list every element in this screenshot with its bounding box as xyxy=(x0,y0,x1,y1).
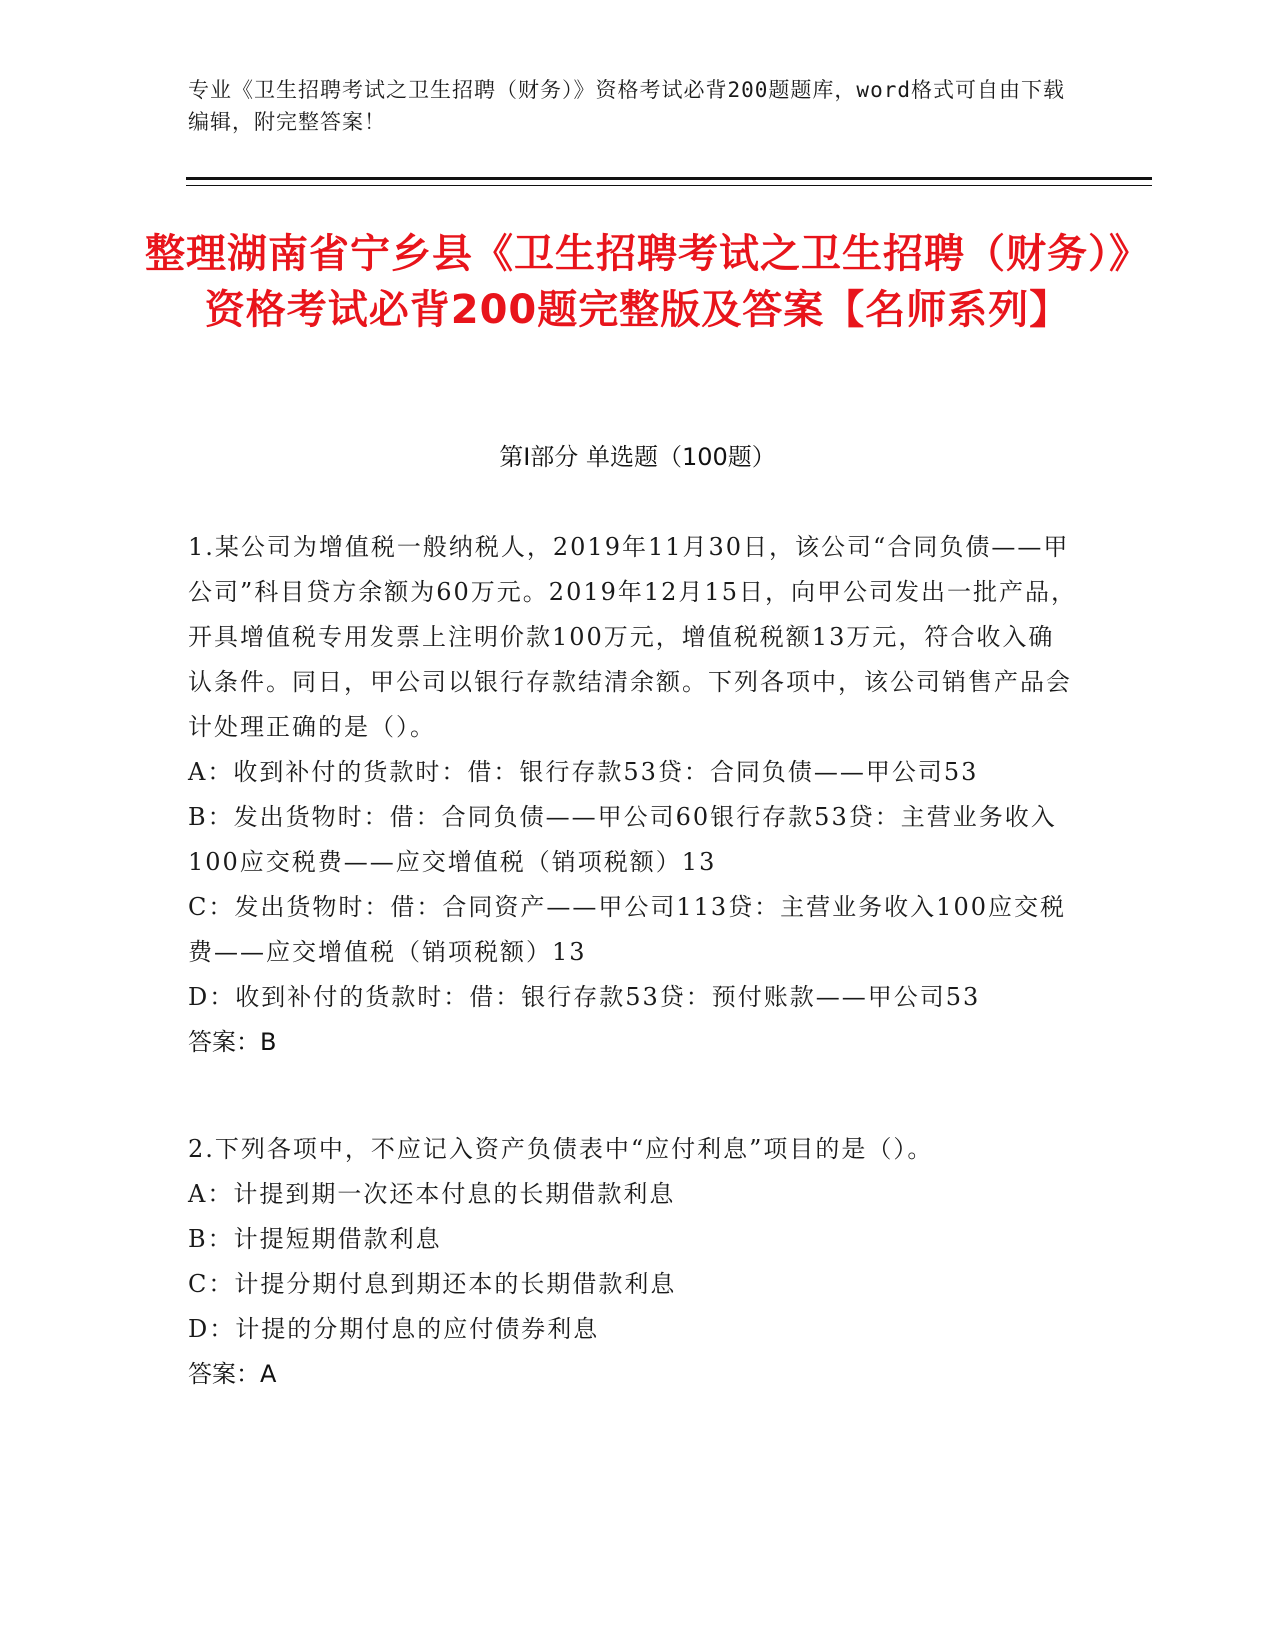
answer-label: 答案：A xyxy=(188,1360,277,1388)
option-c: C：计提分期付息到期还本的长期借款利息 xyxy=(188,1270,677,1298)
question-2 xyxy=(188,1127,1078,1397)
section-title: 第Ⅰ部分 单选题（100题） xyxy=(499,443,776,471)
option-a: A：收到补付的货款时：借：银行存款53贷：合同负债——甲公司53 xyxy=(188,758,979,786)
question-list xyxy=(188,525,1078,1459)
answer-label: 答案：B xyxy=(188,1028,277,1056)
document-title: 整理湖南省宁乡县《卫生招聘考试之卫生招聘（财务）》资格考试必背200题完整版及答案【名师系列】 xyxy=(145,231,1130,333)
option-c: C：发出货物时：借：合同资产——甲公司113贷：主营业务收入100应交税费——应交增值税（销项税额）13 xyxy=(188,893,1066,966)
question-stem: 2.下列各项中，不应记入资产负债表中“应付利息”项目的是（）。 xyxy=(188,1135,934,1163)
option-d: D：计提的分期付息的应付债券利息 xyxy=(188,1315,600,1343)
option-b: B：发出货物时：借：合同负债——甲公司60银行存款53贷：主营业务收入100应交税费——应交增值税（销项税额）13 xyxy=(188,803,1057,876)
option-b: B：计提短期借款利息 xyxy=(188,1225,442,1253)
option-d: D：收到补付的货款时：借：银行存款53贷：预付账款——甲公司53 xyxy=(188,983,981,1011)
question-1 xyxy=(188,525,1078,1065)
header-divider-thick xyxy=(186,177,1152,180)
header-note: 专业《卫生招聘考试之卫生招聘（财务）》资格考试必背200题题库，word格式可自由下载编辑，附完整答案！ xyxy=(188,78,1065,134)
option-a: A：计提到期一次还本付息的长期借款利息 xyxy=(188,1180,676,1208)
header-divider-thin xyxy=(186,185,1152,186)
question-stem: 1.某公司为增值税一般纳税人，2019年11月30日，该公司“合同负债——甲公司”科目贷方余额为60万元。2019年12月15日，向甲公司发出一批产品，开具增值税专用发票上注明价款100万元，增值税税额13万元，符合收入确认条件。同日，甲公司以银行存款结清余额。下列各项中，该公司销售产品会计处理正确的是（）。 xyxy=(188,533,1077,741)
